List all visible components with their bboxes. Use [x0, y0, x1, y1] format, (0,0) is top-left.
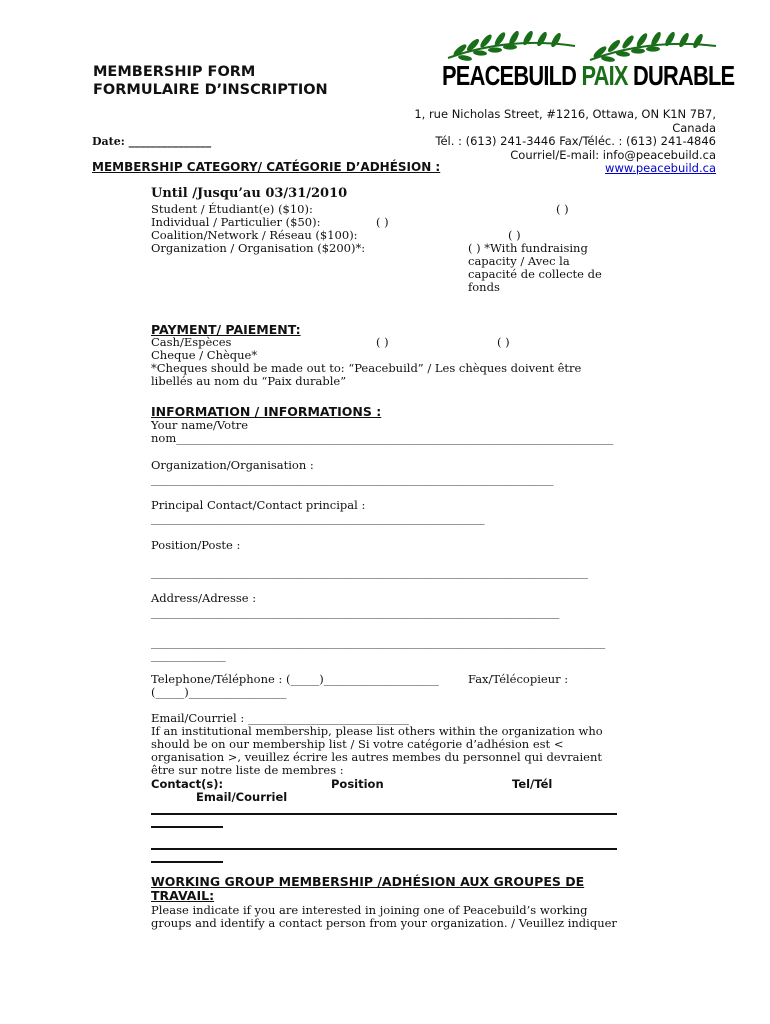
logo-word-peace: PEACEBUILD [442, 60, 577, 91]
information-heading: INFORMATION / INFORMATIONS : [151, 404, 382, 419]
date-field[interactable]: Date: _______________ [92, 135, 212, 148]
contact-line-1a[interactable] [151, 813, 617, 815]
checkbox-individual[interactable]: ( ) [376, 215, 389, 229]
checkbox-student[interactable]: ( ) [556, 202, 569, 216]
fax-field[interactable]: (_____)_________________ [151, 685, 287, 699]
fundraising-note-4: fonds [468, 280, 500, 294]
organization-label: Organization/Organisation : [151, 458, 314, 472]
institutional-note-3: organisation >, veuillez écrire les autres membes du personnel qui devraient [151, 750, 602, 764]
working-group-heading-2: TRAVAIL: [151, 888, 215, 903]
category-organization: Organization / Organisation ($200)*: [151, 241, 366, 255]
fundraising-note-2: capacity / Avec la [468, 254, 570, 268]
address-field-3[interactable]: _____________ [151, 648, 226, 662]
until-date: Until /Jusqu’au 03/31/2010 [151, 186, 348, 201]
category-coalition: Coalition/Network / Réseau ($100): [151, 228, 358, 242]
olive-branch-icon [440, 28, 722, 62]
form-title-en: MEMBERSHIP FORM [93, 64, 256, 80]
cheque-note-1: *Cheques should be made out to: “Peacebuild” / Les chèques doivent être [151, 361, 582, 375]
logo-word-durable-text: DURABLE [632, 60, 735, 91]
logo-wordmark [442, 60, 734, 92]
working-group-heading-1: WORKING GROUP MEMBERSHIP /ADHÉSION AUX GROUPES DE [151, 874, 585, 889]
telephone-field[interactable]: Telephone/Téléphone : (_____)____________________ [151, 672, 439, 686]
phone-fax-line: Tél. : (613) 241-3446 Fax/Téléc. : (613) 241-4846 [435, 134, 716, 149]
checkbox-cheque[interactable]: ( ) [497, 335, 510, 349]
institutional-note-2: should be on our membership list / Si votre catégorie d’adhésion est < [151, 737, 564, 751]
website-link[interactable]: www.peacebuild.ca [605, 161, 716, 176]
address-line-1: 1, rue Nicholas Street, #1216, Ottawa, ON K1N 7B7, [414, 107, 716, 121]
working-group-text-1: Please indicate if you are interested in joining one of Peacebuild’s working [151, 903, 588, 917]
logo-word-durable [628, 60, 735, 91]
logo-word-paix-text: PAIX [581, 60, 628, 91]
col-position: Position [331, 777, 384, 791]
cheque-note-2: libellés au nom du “Paix durable” [151, 374, 347, 388]
checkbox-organization-fundraising[interactable]: ( ) *With fundraising [468, 241, 588, 255]
payment-cash: Cash/Espèces [151, 335, 232, 349]
address-label: Address/Adresse : [151, 591, 257, 605]
fundraising-note-3: capacité de collecte de [468, 267, 602, 281]
category-individual: Individual / Particulier ($50): [151, 215, 321, 229]
organization-field[interactable]: ______________________________________________________________________ [151, 472, 554, 486]
peacebuild-logo [440, 28, 735, 94]
checkbox-coalition[interactable]: ( ) [508, 228, 521, 242]
logo-word-paix [576, 60, 628, 91]
payment-heading: PAYMENT/ PAIEMENT: [151, 322, 301, 337]
institutional-note-1: If an institutional membership, please list others within the organization who [151, 724, 603, 738]
name-field[interactable]: nom____________________________________________________________________________ [151, 431, 614, 445]
email-field[interactable]: Email/Courriel : ____________________________ [151, 711, 409, 725]
fax-label: Fax/Télécopieur : [468, 672, 569, 686]
address-field-2[interactable]: _______________________________________________________________________________ [151, 635, 606, 649]
col-contacts: Contact(s): [151, 777, 224, 791]
principal-contact-field[interactable]: __________________________________________________________ [151, 511, 485, 525]
category-student: Student / Étudiant(e) ($10): [151, 202, 313, 216]
position-label: Position/Poste : [151, 538, 241, 552]
col-tel: Tel/Tél [512, 777, 553, 791]
form-title-fr: FORMULAIRE D’INSCRIPTION [93, 82, 328, 98]
col-email: Email/Courriel [196, 790, 288, 804]
principal-contact-label: Principal Contact/Contact principal : [151, 498, 366, 512]
payment-cheque: Cheque / Chèque* [151, 348, 258, 362]
address-block [414, 108, 716, 176]
position-field[interactable]: ____________________________________________________________________________ [151, 565, 588, 579]
email-line: Courriel/E-mail: info@peacebuild.ca [510, 147, 716, 162]
address-line-2: Canada [672, 120, 716, 135]
institutional-note-4: être sur notre liste de membres : [151, 763, 344, 777]
contact-line-2b[interactable] [151, 861, 223, 863]
checkbox-cash[interactable]: ( ) [376, 335, 389, 349]
address-field-1[interactable]: _______________________________________________________________________ [151, 605, 560, 619]
contact-line-2a[interactable] [151, 848, 617, 850]
contact-line-1b[interactable] [151, 826, 223, 828]
name-label: Your name/Votre [151, 418, 249, 432]
working-group-text-2: groups and identify a contact person from your organization. / Veuillez indiquer [151, 916, 617, 930]
membership-category-heading: MEMBERSHIP CATEGORY/ CATÉGORIE D’ADHÉSION : [92, 160, 441, 174]
